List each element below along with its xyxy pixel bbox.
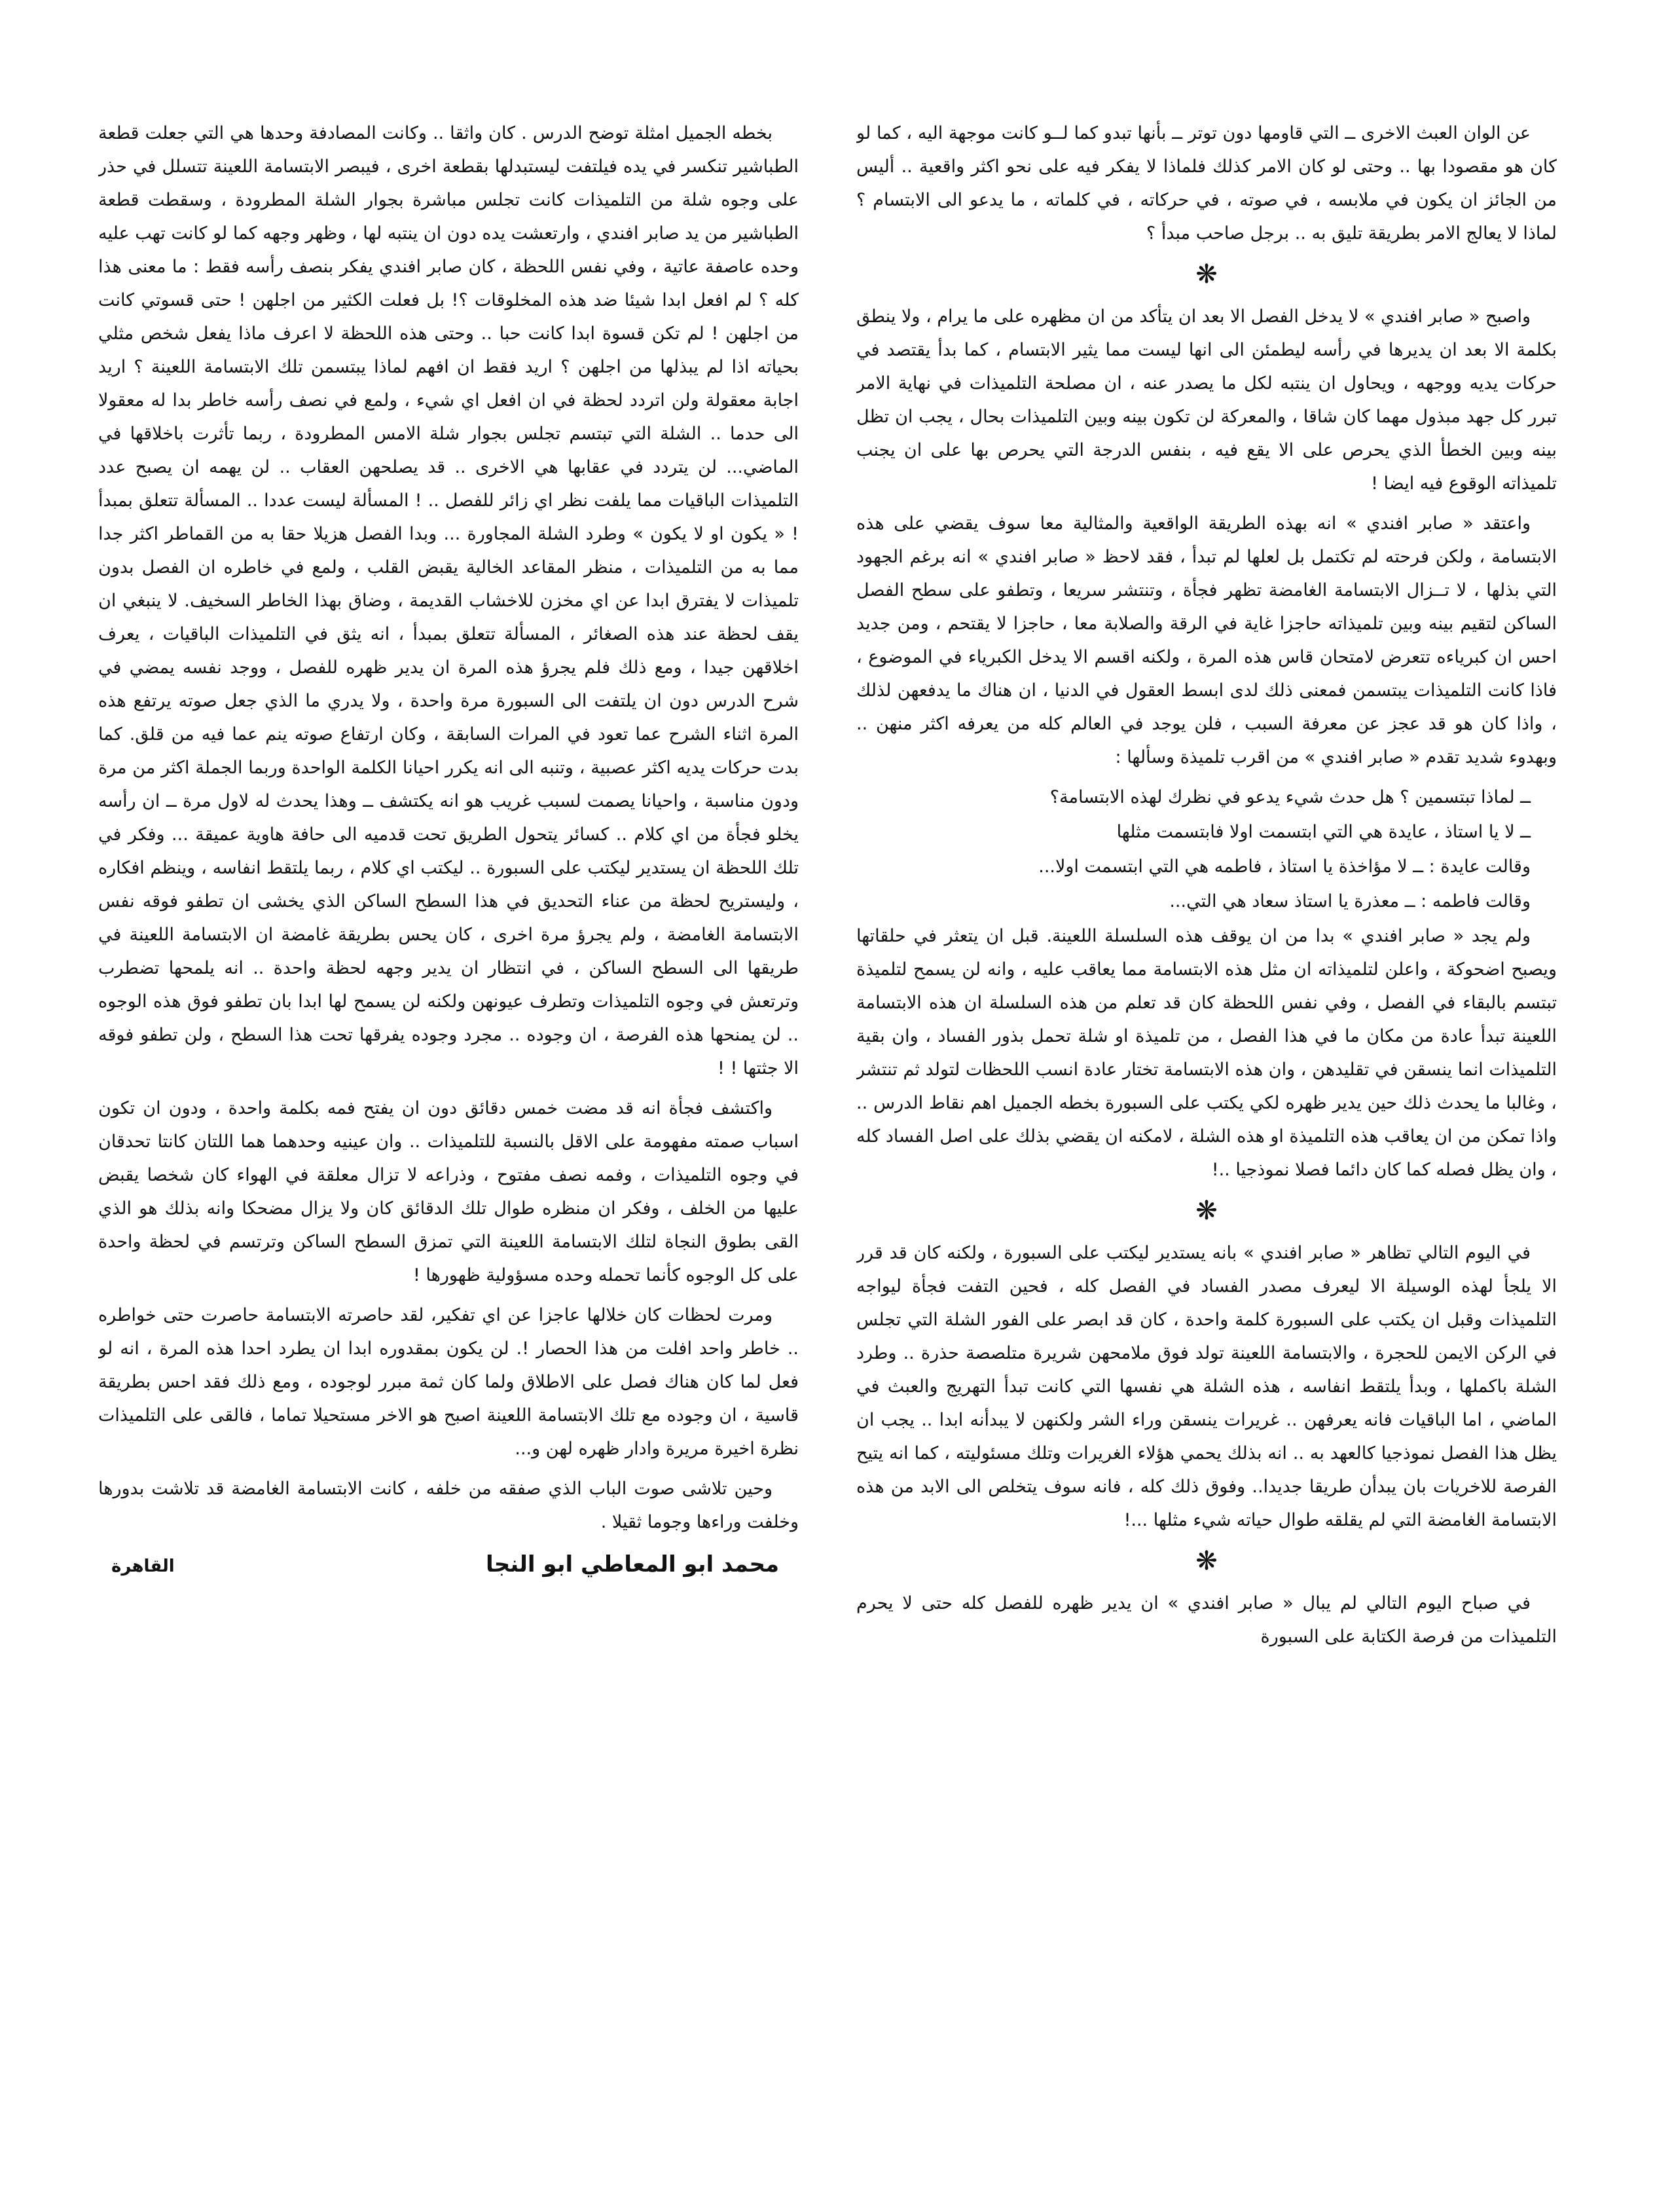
- paragraph: واكتشف فجأة انه قد مضت خمس دقائق دون ان يفتح فمه بكلمة واحدة ، ودون ان تكون اسباب صمته مفهومة على الاقل بالنسبة للتلميذات .. وان عينيه وحدهما هما اللتان كانتا تحدقان في وجوه التلميذات ، وفمه نصف مفتوح ، وذراعه لا تزال معلقة في الهواء كان شخصا يقبض عليها من الخلف ، وفكر ان منظره طوال تلك الدقائق كان ولا يزال مضحكا وانه بذلك هو الذي القى بطوق النجاة لتلك الابتسامة اللعينة التي تمزق السطح الساكن وترتسم في لحظة واحدة على كل الوجوه كأنما تحمله وحده مسؤولية ظهورها !: [98, 1098, 799, 1285]
- section-divider-star: ❋: [1195, 259, 1218, 289]
- paragraph: عن الوان العبث الاخرى ــ التي قاومها دون توتر ــ بأنها تبدو كما لــو كانت موجهة اليه ، كما لو كان هو مقصودا بها .. وحتى لو كان الامر كذلك فلماذا لا يفكر فيه على نحو اكثر واقعية .. أليس من الجائز ان يكون في ملابسه ، في صوته ، في حركاته ، في كلماته ، ما يدعو الى الابتسام ؟ لماذا لا يعالج الامر بطريقة تليق به .. برجل صاحب مبدأ ؟: [856, 123, 1557, 244]
- article-columns: [98, 117, 1557, 2114]
- paragraph: واعتقد « صابر افندي » انه بهذه الطريقة الواقعية والمثالية معا سوف يقضي على هذه الابتسامة ، ولكن فرحته لم تكتمل بل لعلها لم تبدأ ، فقد لاحظ « صابر افندي » انه برغم الجهود التي بذلها ، لا تــزال الابتسامة الغامضة تظهر فجأة ، وتنتشر سريعا ، وتطفو على سطح الفصل الساكن لتقيم بينه وبين تلميذاته حاجزا غاية في الرقة والصلابة معا ، حاجزا لا يقتحم ، ومن جديد احس ان كبرياءه تتعرض لامتحان قاس هذه المرة ، ولكنه اقسم الا يدخل الكبرياء في الموضوع ، فاذا كانت التلميذات يبتسمن فمعنى ذلك لدى ابسط العقول في الدنيا ، ان هناك ما يدفعهن لذلك ، واذا كان هو قد عجز عن معرفة السبب ، فلن يوجد في العالم كله من يعرفه اكثر منهن .. وبهدوء شديد تقدم « صابر افندي » من اقرب تلميذة وسألها :: [856, 513, 1557, 767]
- section-divider-star: ❋: [1195, 1546, 1218, 1576]
- dialogue-line: ــ لا يا استاذ ، عايدة هي التي ابتسمت اولا فابتسمت مثلها: [1116, 822, 1531, 842]
- paragraph: في صباح اليوم التالي لم يبال « صابر افندي » ان يدير ظهره للفصل كله حتى لا يحرم التلميذات من فرصة الكتابة على السبورة: [856, 1593, 1557, 1647]
- byline: [98, 1548, 799, 1583]
- paragraph: في اليوم التالي تظاهر « صابر افندي » بانه يستدير ليكتب على السبورة ، ولكنه كان قد قرر الا يلجأ لهذه الوسيلة الا ليعرف مصدر الفساد في الفصل كله ، فحين التفت فجأة ليواجه التلميذات وقبل ان يكتب على السبورة كلمة واحدة ، كان قد ابصر على الفور الشلة التي تجلس في الركن الايمن للحجرة ، والابتسامة اللعينة تولد فوق ملامحهن شريرة متلصصة حذرة .. وطرد الشلة باكملها ، وبدأ يلتقط انفاسه ، هذه الشلة هي نفسها التي كانت تبدأ التهريج والعبث في الماضي ، اما الباقيات فانه يعرفهن .. غريرات ينسقن وراء الشر ولكنهن لا يبدأنه ابدا .. يجب ان يظل هذا الفصل نموذجيا كالعهد به .. انه بذلك يحمي هؤلاء الغريرات وتلك مسئوليته ، كما انه يتيح الفرصة للاخريات بان يبدأن طريقا جديدا.. وفوق ذلك كله ، فانه سوف يتخلص الى الابد من هذه الابتسامة الغامضة التي لم يقلقه طوال حياته شيء مثلها ...!: [856, 1243, 1557, 1530]
- dialogue-line: وقالت فاطمه : ــ معذرة يا استاذ سعاد هي التي...: [1169, 891, 1531, 912]
- right-column: [856, 117, 1557, 2114]
- paragraph: وحين تلاشى صوت الباب الذي صفقه من خلفه ، كانت الابتسامة الغامضة قد تلاشت بدورها وخلفت وراءها وجوما ثقيلا .: [98, 1479, 799, 1532]
- paragraph: بخطه الجميل امثلة توضح الدرس . كان واثقا .. وكانت المصادفة وحدها هي التي جعلت قطعة الطباشير تنكسر في يده فيلتفت ليستبدلها بقطعة اخرى ، فيبصر الابتسامة اللعينة تتسلل في حذر على وجوه شلة من التلميذات كانت تجلس مباشرة بجوار الشلة المطرودة ، وسقطت قطعة الطباشير من يد صابر افندي ، وارتعشت يده دون ان ينتبه لها ، وظهر وجهه كما لو كانت تهب عليه وحده عاصفة عاتية ، وفي نفس اللحظة ، كان صابر افندي يفكر بنصف رأسه فقط : ما معنى هذا كله ؟ لم افعل ابدا شيئا ضد هذه المخلوقات ؟! بل فعلت الكثير من اجلهن ! حتى قسوتي كانت من اجلهن ! لم تكن قسوة ابدا كانت حبا .. وحتى هذه اللحظة لا اعرف ماذا يفعل شخص مثلي بحياته اذا لم يبذلها من اجلهن ؟ اريد فقط ان افهم لماذا يبتسمن تلك الابتسامة اللعينة ؟ اريد اجابة معقولة ولن اتردد لحظة في ان افعل اي شيء ، ولمع في نصف رأسه خاطر بدا له معقولا الى حدما .. الشلة التي تبتسم تجلس بجوار شلة الامس المطرودة ، ربما تأثرت باخلاقها في الماضي... لن يتردد في عقابها هي الاخرى .. قد يصلحهن العقاب .. لن يهمه ان يصبح عدد التلميذات الباقيات مما يلفت نظر اي زائر للفصل .. ! المسألة ليست عددا .. المسألة تتعلق بمبدأ ! « يكون او لا يكون » وطرد الشلة المجاورة ... وبدا الفصل هزيلا حقا به من القماطر اكثر جدا مما به من التلميذات ، منظر المقاعد الخالية يقبض القلب ، ولمع في خاطره ان الفصل بدون تلميذات لا يفترق ابدا عن اي مخزن للاخشاب القديمة ، وضاق بهذا الخاطر السخيف. لا ينبغي ان يقف لحظة عند هذه الصغائر ، المسألة تتعلق بمبدأ ، انه يثق في التلميذات الباقيات ، يعرف اخلاقهن جيدا ، ومع ذلك فلم يجرؤ هذه المرة ان يدير ظهره للفصل ، ووجد نفسه يمضي في شرح الدرس دون ان يلتفت الى السبورة مرة واحدة ، ولا يدري ما الذي جعل صوته يرتفع هذه المرة اثناء الشرح عما تعود في المرات السابقة ، وكان ارتفاع صوته ينم عما فيه من قلق. كما بدت حركات يديه اكثر عصبية ، وتنبه الى انه يكرر احيانا الكلمة الواحدة وربما الجملة اكثر من مرة ودون مناسبة ، واحيانا يصمت لسبب غريب هو انه يكتشف ــ وهذا يحدث له لاول مرة ــ ان رأسه يخلو فجأة من اي كلام .. كسائر يتحول الطريق تحت قدميه الى حافة هاوية عميقة ... وفكر في تلك اللحظة ان يستدير ليكتب على السبورة .. ليكتب اي كلام ، ربما يلتقط انفاسه ، وينظم افكاره ، وليستريح لحظة من عناء التحديق في هذا السطح الساكن الذي يخشى ان تطفو فوقه نفس الابتسامة الغامضة ، ولم يجرؤ مرة اخرى ، كان يحس بطريقة غامضة ان الابتسامة اللعينة في طريقها الى السطح الساكن ، في انتظار ان يدير وجهه لحظة واحدة .. انه يلمحها تضطرب وترتعش في وجوه التلميذات وتطرف عيونهن ولكنه لن يسمح لها ابدا بان تطفو فوق هذه الوجوه .. لن يمنحها هذه الفرصة ، ان وجوده .. مجرد وجوده يفرقها تحت هذا السطح ، ولن تطفو فوقه الا جثتها ! !: [98, 123, 799, 1078]
- dialogue-line: وقالت عايدة : ــ لا مؤاخذة يا استاذ ، فاطمه هي التي ابتسمت اولا...: [1038, 857, 1531, 877]
- left-column-body: [98, 117, 799, 1539]
- city-name: القاهرة: [111, 1557, 175, 1576]
- dialogue-line: ــ لماذا تبتسمين ؟ هل حدث شيء يدعو في نظرك لهذه الابتسامة؟: [1049, 787, 1531, 807]
- author-name: محمد ابو المعاطي ابو النجا: [486, 1551, 779, 1577]
- left-column: [98, 117, 799, 2114]
- paragraph: ومرت لحظات كان خلالها عاجزا عن اي تفكير، لقد حاصرته الابتسامة حاصرت حتى خواطره .. خاطر واحد افلت من هذا الحصار !. لن يكون بمقدوره ابدا ان يطرد احدا هذه المرة ، انه لو فعل لما كان هناك فصل على الاطلاق ولما كان ثمة مبرر لوجوده ، ومع ذلك فقد احس بطريقة قاسية ، ان وجوده مع تلك الابتسامة اللعينة اصبح هو الاخر مستحيلا تماما ، فالقى على التلميذات نظرة اخيرة مريرة وادار ظهره لهن و...: [98, 1305, 799, 1459]
- paragraph: واصبح « صابر افندي » لا يدخل الفصل الا بعد ان يتأكد من ان مظهره على ما يرام ، ولا ينطق بكلمة الا بعد ان يديرها في رأسه ليطمئن الى انها ليست مما يثير الابتسام ، كما بدأ يقتصد في حركات يديه ووجهه ، ويحاول ان ينتبه لكل ما يصدر عنه ، ان مصلحة التلميذات في نهاية الامر تبرر كل جهد مبذول مهما كان شاقا ، والمعركة لن تكون بينه وبين التلميذات بحال ، يجب ان تظل بينه وبين الخطأ الذي يحرص على الا يقع فيه ، بنفس الدرجة التي يحرص بها على ان يجنب تلميذاته الوقوع فيه ايضا !: [856, 306, 1557, 494]
- paragraph: ولم يجد « صابر افندي » بدا من ان يوقف هذه السلسلة اللعينة. قبل ان يتعثر في حلقاتها ويصبح اضحوكة ، واعلن لتلميذاته ان مثل هذه الابتسامة مما يعاقب عليه ، وانه لن يسمح لتلميذة تبتسم بالبقاء في الفصل ، وفي نفس اللحظة كان قد تعلم من هذه السلسلة ان هذه الابتسامة اللعينة تبدأ عادة من مكان ما في هذا الفصل ، من تلميذة او شلة تحمل بذور الفساد ، وان بقية التلميذات انما ينسقن في تقليدهن ، وان هذه الابتسامة تختار عادة انسب اللحظات لتولد ثم تنتشر ، وغالبا ما يحدث ذلك حين يدير ظهره لكي يكتب على السبورة بخطه الجميل اهم نقاط الدرس .. واذا تمكن من ان يعاقب هذه التلميذة او هذه الشلة ، لامكنه ان يقضي بذلك على اصل الفساد كله ، وان يظل فصله كما كان دائما فصلا نموذجيا ..!: [856, 926, 1557, 1180]
- section-divider-star: ❋: [1195, 1196, 1218, 1226]
